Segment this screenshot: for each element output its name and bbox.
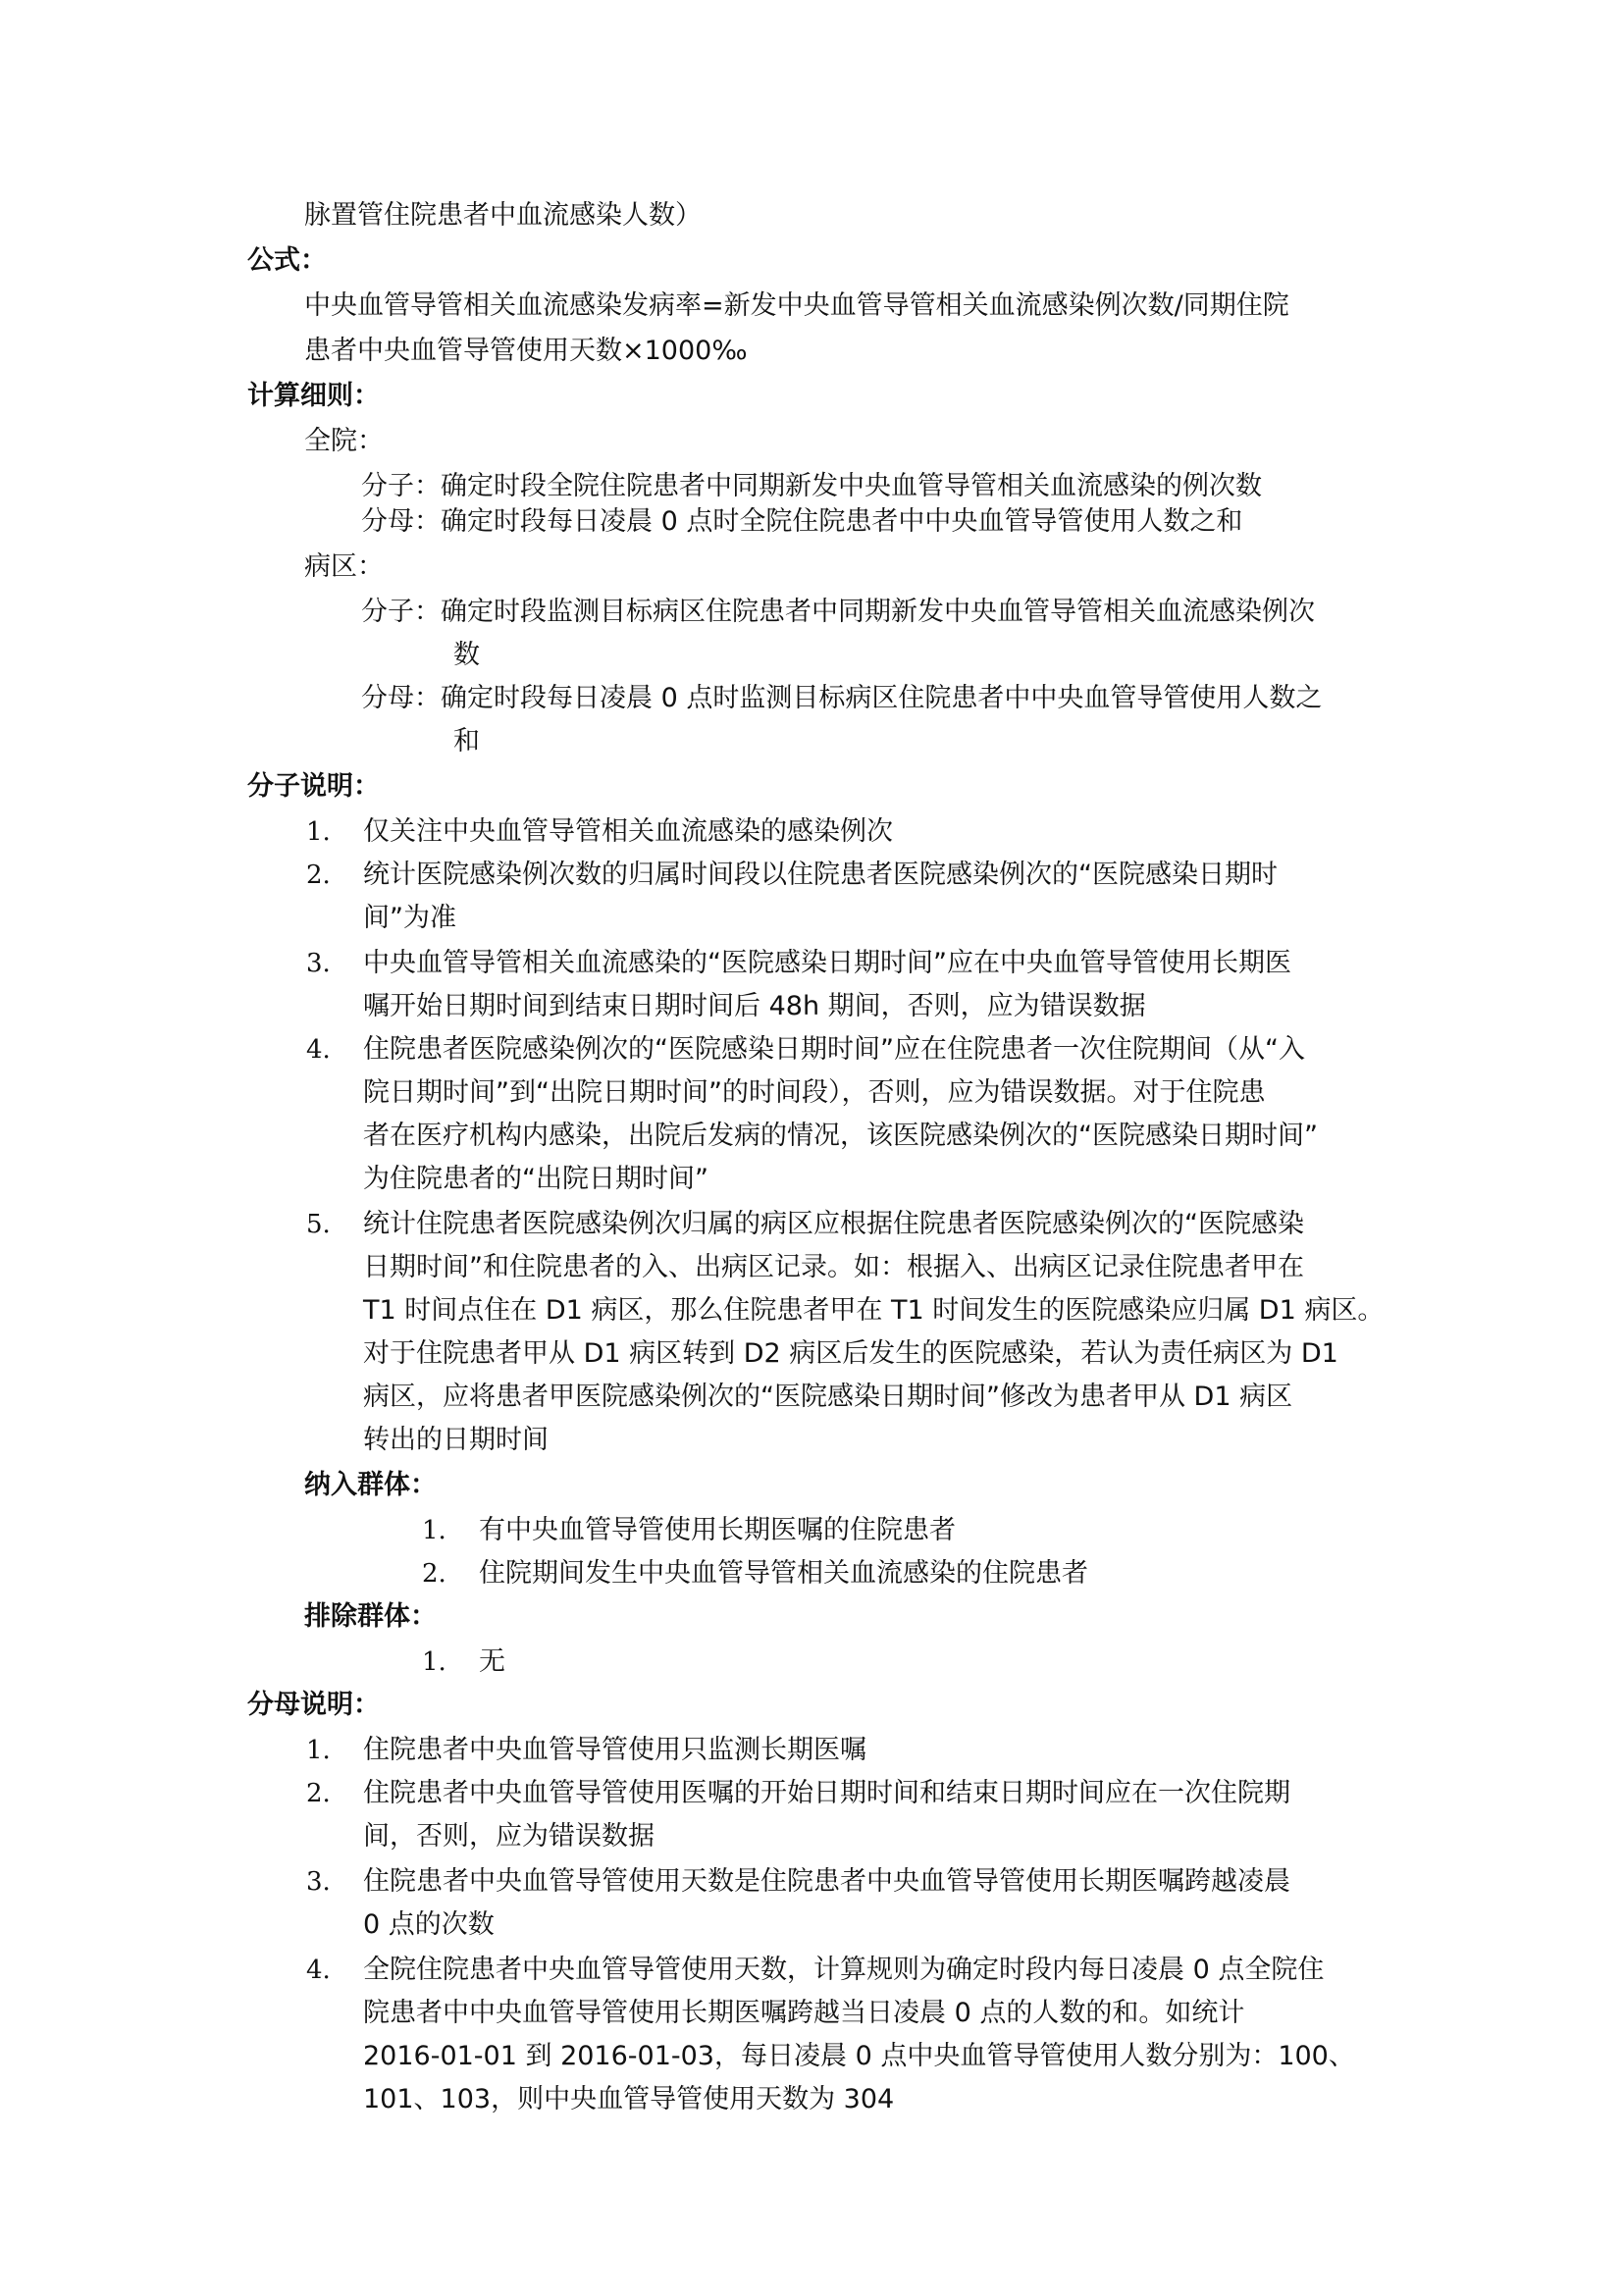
list-item: 住院期间发生中央血管导管相关血流感染的住院患者 xyxy=(479,1558,1088,1589)
hospital-label: 全院： xyxy=(304,426,384,456)
list-item: 为住院患者的“出院日期时间” xyxy=(363,1164,708,1194)
list-item: 嘱开始日期时间到结束日期时间后 48h 期间，否则，应为错误数据 xyxy=(363,991,1146,1021)
list-item: 住院患者医院感染例次的“医院感染日期时间”应在住院患者一次住院期间（从“入 xyxy=(363,1034,1305,1065)
list-item: 院日期时间”到“出院日期时间”的时间段），否则，应为错误数据。对于住院患 xyxy=(363,1077,1266,1108)
list-number: 5. xyxy=(306,1210,331,1239)
list-item: 0 点的次数 xyxy=(363,1909,495,1940)
list-number: 1. xyxy=(306,817,331,847)
list-number: 1. xyxy=(422,1516,446,1545)
list-item: 间”为准 xyxy=(363,903,456,933)
list-item: 日期时间”和住院患者的入、出病区记录。如：根据入、出病区记录住院患者甲在 xyxy=(363,1252,1304,1282)
inclusion-heading: 纳入群体： xyxy=(304,1470,437,1500)
formula-line-2: 患者中央血管导管使用天数×1000‰ xyxy=(304,336,748,366)
formula-line-1: 中央血管导管相关血流感染发病率=新发中央血管导管相关血流感染例次数/同期住院 xyxy=(304,290,1289,321)
list-item: 对于住院患者甲从 D1 病区转到 D2 病区后发生的医院感染，若认为责任病区为 D1 xyxy=(363,1338,1338,1369)
ward-label: 病区： xyxy=(304,551,384,582)
list-number: 1. xyxy=(422,1647,446,1677)
list-item: 住院患者中央血管导管使用医嘱的开始日期时间和结束日期时间应在一次住院期 xyxy=(363,1778,1290,1808)
list-item: 仅关注中央血管导管相关血流感染的感染例次 xyxy=(363,816,893,847)
list-item: 有中央血管导管使用长期医嘱的住院患者 xyxy=(479,1515,956,1545)
list-number: 4. xyxy=(306,1035,331,1065)
list-item: 101、103，则中央血管导管使用天数为 304 xyxy=(363,2084,895,2114)
list-item: 转出的日期时间 xyxy=(363,1425,549,1455)
list-item: 住院患者中央血管导管使用只监测长期医嘱 xyxy=(363,1735,866,1765)
denominator-notes-heading: 分母说明： xyxy=(247,1690,380,1720)
list-item: 全院住院患者中央血管导管使用天数，计算规则为确定时段内每日凌晨 0 点全院住 xyxy=(363,1955,1325,1985)
list-item: T1 时间点住在 D1 病区，那么住院患者甲在 T1 时间发生的医院感染应归属 D1 病区。 xyxy=(363,1295,1385,1326)
list-item: 者在医疗机构内感染，出院后发病的情况，该医院感染例次的“医院感染日期时间” xyxy=(363,1121,1318,1151)
list-item: 间，否则，应为错误数据 xyxy=(363,1821,655,1852)
list-item: 院患者中中央血管导管使用长期医嘱跨越当日凌晨 0 点的人数的和。如统计 xyxy=(363,1998,1245,2028)
list-item: 住院患者中央血管导管使用天数是住院患者中央血管导管使用长期医嘱跨越凌晨 xyxy=(363,1866,1290,1897)
list-number: 2. xyxy=(306,1779,331,1808)
list-number: 3. xyxy=(306,949,331,978)
list-item: 2016-01-01 到 2016-01-03，每日凌晨 0 点中央血管导管使用人数分别为：100、 xyxy=(363,2041,1355,2071)
exclusion-heading: 排除群体： xyxy=(304,1601,437,1632)
ward-numerator-line-1: 分子：确定时段监测目标病区住院患者中同期新发中央血管导管相关血流感染例次 xyxy=(361,597,1315,627)
ward-numerator-line-2: 数 xyxy=(453,640,480,670)
calc-heading: 计算细则： xyxy=(247,381,380,411)
hospital-numerator: 分子：确定时段全院住院患者中同期新发中央血管导管相关血流感染的例次数 xyxy=(361,471,1262,501)
list-item: 统计医院感染例次数的归属时间段以住院患者医院感染例次的“医院感染日期时 xyxy=(363,860,1278,890)
list-number: 3. xyxy=(306,1867,331,1897)
list-item: 无 xyxy=(479,1646,505,1677)
formula-heading: 公式： xyxy=(247,245,327,276)
list-number: 2. xyxy=(306,861,331,890)
numerator-notes-heading: 分子说明： xyxy=(247,771,380,802)
list-item: 中央血管导管相关血流感染的“医院感染日期时间”应在中央血管导管使用长期医 xyxy=(363,948,1291,978)
ward-denominator-line-2: 和 xyxy=(453,726,480,757)
list-item: 病区，应将患者甲医院感染例次的“医院感染日期时间”修改为患者甲从 D1 病区 xyxy=(363,1382,1293,1412)
list-number: 1. xyxy=(306,1736,331,1765)
ward-denominator-line-1: 分母：确定时段每日凌晨 0 点时监测目标病区住院患者中中央血管导管使用人数之 xyxy=(361,683,1323,713)
hospital-denominator: 分母：确定时段每日凌晨 0 点时全院住院患者中中央血管导管使用人数之和 xyxy=(361,506,1243,537)
list-number: 4. xyxy=(306,1956,331,1985)
intro-line: 脉置管住院患者中血流感染人数） xyxy=(304,200,702,231)
list-number: 2. xyxy=(422,1559,446,1589)
list-item: 统计住院患者医院感染例次归属的病区应根据住院患者医院感染例次的“医院感染 xyxy=(363,1209,1304,1239)
